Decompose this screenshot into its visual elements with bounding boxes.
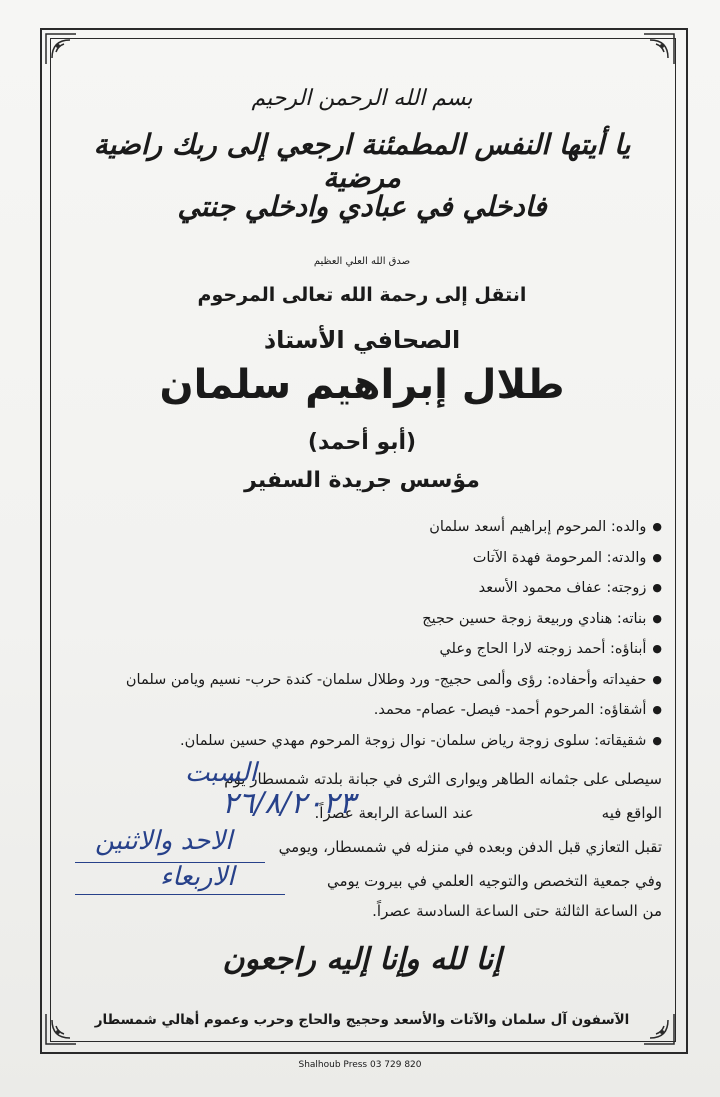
condolence-line-1: تقبل التعازي قبل الدفن وبعده في منزله في شمسطار، ويومي <box>278 838 662 856</box>
handwritten-date: ٢٦/٨/٢٠٢٣ <box>222 786 356 821</box>
deceased-role: مؤسس جريدة السفير <box>244 468 480 493</box>
list-item: ● زوجته: عفاف محمود الأسعد <box>22 573 662 604</box>
handwritten-condolence-days: الاحد والاثنين <box>95 826 233 856</box>
relatives-list <box>22 512 662 756</box>
list-item: ● أشقاؤه: المرحوم أحمد- فيصل- عصام- محمد. <box>22 695 662 726</box>
list-item: ● حفيداته وأحفاده: رؤى وألمى حجيج- ورد وطلال سلمان- كندة حرب- نسيم ويامن سلمان <box>22 665 662 696</box>
mourners-line: الآسفون آل سلمان والآتات والأسعد وحجيج والحاج وحرب وعموم أهالي شمسطار <box>94 1012 630 1028</box>
list-item: ● بناته: هنادي وربيعة زوجة حسين حجيج <box>22 604 662 635</box>
list-item: ● أبناؤه: أحمد زوجته لارا الحاج وعلي <box>22 634 662 665</box>
bullet-icon: ● <box>652 611 662 625</box>
quran-verse-line-1: يا أيتها النفس المطمئنة ارجعي إلى ربك راضية مرضية <box>93 128 631 194</box>
bullet-icon: ● <box>652 520 662 534</box>
condolence-line-2: وفي جمعية التخصص والتوجيه العلمي في بيروت يومي <box>326 872 662 890</box>
printer-credit: Shalhoub Press 03 729 820 <box>298 1060 422 1070</box>
funeral-line-2: الواقع فيهعند الساعة الرابعة عصراً. <box>314 804 662 822</box>
corner-ornament-icon <box>642 32 676 66</box>
deceased-kunya: (أبو أحمد) <box>307 430 417 455</box>
bullet-icon: ● <box>652 550 662 564</box>
list-item: ● والده: المرحوم إبراهيم أسعد سلمان <box>22 512 662 543</box>
bullet-icon: ● <box>652 672 662 686</box>
handwritten-underline <box>75 894 285 895</box>
handwritten-beirut-day: الاربعاء <box>160 862 235 892</box>
list-item: ● شقيقاته: سلوى زوجة رياض سلمان- نوال زوجة المرحوم مهدي حسين سلمان. <box>22 726 662 757</box>
quran-verse-line-2: فادخلي في عبادي وادخلي جنتي <box>177 190 547 223</box>
bullet-icon: ● <box>652 581 662 595</box>
bullet-icon: ● <box>652 733 662 747</box>
bullet-icon: ● <box>652 642 662 656</box>
condolence-hours: من الساعة الثالثة حتى الساعة السادسة عصراً. <box>372 902 662 920</box>
basmala: بسم الله الرحمن الرحيم <box>251 86 473 111</box>
bullet-icon: ● <box>652 703 662 717</box>
corner-ornament-icon <box>44 32 78 66</box>
deceased-name: طلال إبراهيم سلمان <box>159 362 565 408</box>
inna-lillah-calligraphy: إنا لله وإنا إليه راجعون <box>222 942 502 977</box>
deceased-title: الصحافي الأستاذ <box>263 326 461 354</box>
death-announcement: انتقل إلى رحمة الله تعالى المرحوم <box>197 284 527 306</box>
handwritten-day: السبت <box>185 758 257 788</box>
list-item: ● والدته: المرحومة فهدة الآتات <box>22 543 662 574</box>
sadaq-line: صدق الله العلي العظيم <box>313 256 411 267</box>
funeral-line-1: سيصلى على جثمانه الطاهر ويوارى الثرى في جبانة بلدته شمسطار يوم <box>224 770 662 788</box>
